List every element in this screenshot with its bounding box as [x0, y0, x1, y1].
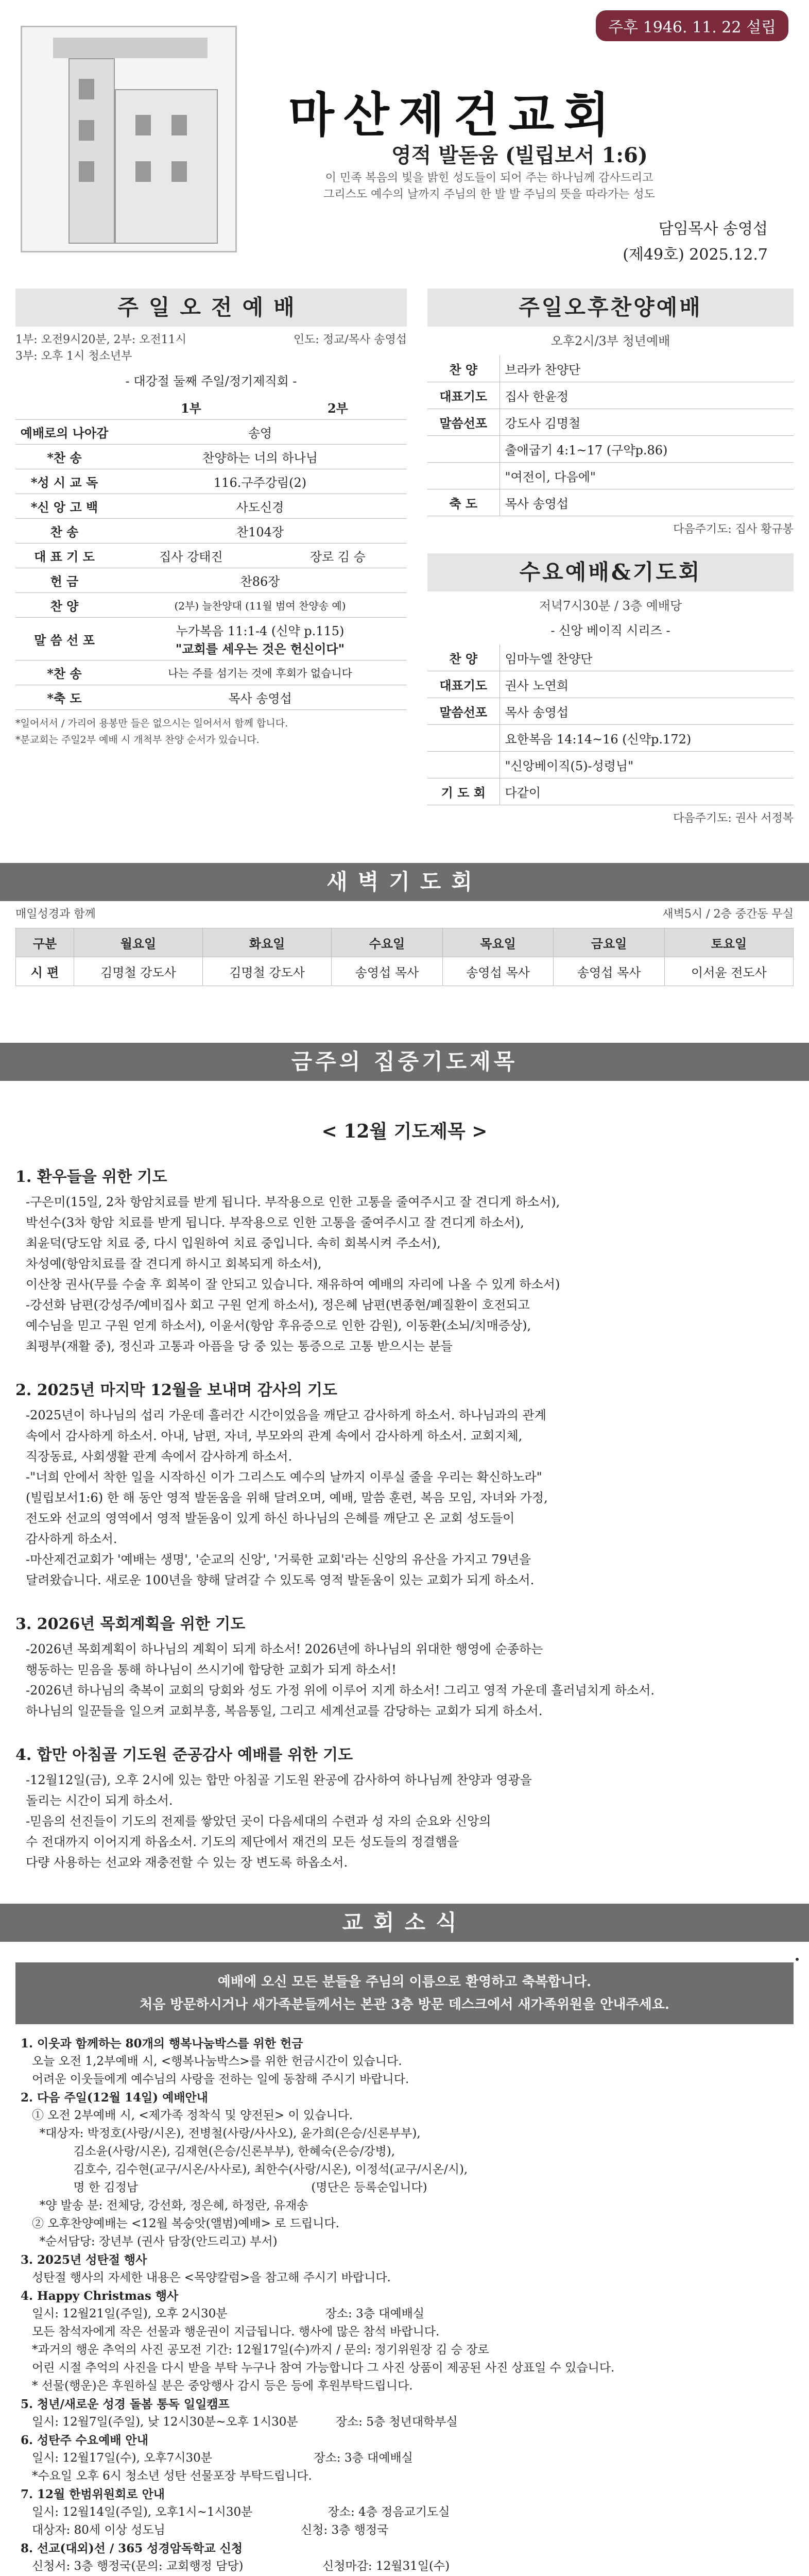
prayer-title: 금주의 집중기도제목 — [0, 1043, 809, 1081]
prayer-topic-line: 전도와 선교의 영역에서 영적 발돋움이 있게 하신 하나님의 은혜를 깨닫고 온 교회 성도들이 — [26, 1511, 515, 1526]
news-line: 2. 다음 주일(12월 14일) 예배안내 — [21, 2091, 208, 2105]
annual-theme: 영적 발돋움 (빌립보서 1:6) — [391, 143, 648, 167]
church-motto: 이 민족 복음의 빛을 밝힌 성도들이 되어 주는 하나님께 감사드리고 그리스도 예수의 날까지 주님의 한 발 발 주님의 뜻을 따라가는 성도 — [323, 172, 655, 201]
prayer-topic-line: -강선화 남편(강성주/예비집사 회고 구원 얻게 하소서), 정은혜 남편(변종현/폐질환이 호전되고 — [26, 1298, 530, 1312]
news-line: 김소윤(사랑/시온), 김재현(은승/신론부부), 한혜숙(은승/강병), — [21, 2145, 395, 2158]
news-line: 5. 청년/새로운 성경 돌봄 통독 일일캠프 — [21, 2397, 230, 2411]
prayer-section — [0, 1043, 809, 1873]
daybreak-schedule: 구분 월요일 화요일 수요일 목요일 금요일 토요일 시 편 김명철 강도사 김명철 강도사 송영섭 목사 송영섭 목사 송영섭 목사 이서윤 전도사 — [15, 928, 794, 986]
prayer-topic-line: -2026년 목회계획이 하나님의 계획이 되게 하소서! 2026년에 하나님의 위대한 행영에 순종하는 — [26, 1642, 543, 1656]
news-line: ① 오전 2부예배 시, <제가족 정착식 및 양전된> 이 있습니다. — [21, 2109, 353, 2122]
prayer-topic-line: -마산제건교회가 '예배는 생명', '순교의 신앙', '거룩한 교회'라는 신앙의 유산을 가지고 79년을 — [26, 1552, 531, 1567]
pastor-name: 담임목사 송영섭 — [658, 220, 768, 238]
issue-number: (제49호) 2025.12.7 — [623, 246, 768, 264]
news-line: *양 발송 분: 전체당, 강선화, 정은혜, 하정란, 유재송 — [21, 2199, 308, 2212]
news-line: 대상자: 80세 이상 성도님 신청: 3층 행정국 — [21, 2523, 389, 2537]
prayer-topic-line: 하나님의 일꾼들을 일으켜 교회부흥, 복음통일, 그리고 세계선교를 감당하는 교회가 되게 하소서. — [26, 1704, 543, 1718]
prayer-topic — [15, 1742, 794, 1873]
news-line: 모든 참석자에게 작은 선물과 행운권이 지급됩니다. 행사에 많은 참석 바랍니다. — [21, 2325, 440, 2338]
welcome-banner: 예배에 오신 모든 분들을 주님의 이름으로 환영하고 축복합니다. 처음 방문하시거나 새가족분들께서는 본관 3층 방문 데스크에서 새가족위원을 안내주세요. — [15, 1962, 794, 2024]
order-row: 찬 송 찬104장 — [15, 519, 407, 544]
prayer-topic-line: 직장동료, 사회생활 관계 속에서 감사하게 하소서. — [26, 1449, 292, 1464]
news-line: *수요일 오후 6시 청소년 성탄 선물포장 부탁드립니다. — [21, 2469, 312, 2483]
prayer-topic-line: 예수님을 믿고 구원 얻게 하소서), 이윤서(항암 후유증으로 인한 감원), 이동환(소뇌/치매증상), — [26, 1318, 531, 1333]
order-row: 대 표 기 도 집사 강태진 장로 김 승 — [15, 544, 407, 568]
church-building-image — [21, 26, 237, 252]
sunday-am-footnotes: *일어서서 / 가리어 용봉만 들은 없으시는 일어서서 함께 합니다. *분교회는 주일2부 예배 시 개척부 찬양 순서가 있습니다. — [15, 718, 288, 745]
prayer-topic-line: 행동하는 믿음을 통해 하나님이 쓰시기에 합당한 교회가 되게 하소서! — [26, 1663, 397, 1677]
news-line: 일시: 12월14일(주일), 오후1시~1시30분 장소: 4층 정음교기도실 — [21, 2505, 450, 2519]
founded-badge: 주후 1946. 11. 22 설립 — [596, 10, 788, 41]
prayer-topics — [0, 1081, 809, 1873]
prayer-topic-line: -12월12일(금), 오후 2시에 있는 합만 아침골 기도원 완공에 감사하여 하나님께 찬양과 영광을 — [26, 1773, 532, 1787]
prayer-topic-line: 감사하게 하소서. — [26, 1532, 117, 1546]
news-line: 3. 2025년 성탄절 행사 — [21, 2253, 147, 2267]
news-line: * 선물(행운)은 후원하실 분은 중앙행사 감시 등은 등에 후원부탁드립니다. — [21, 2379, 413, 2393]
prayer-topic-line: -2025년이 하나님의 섭리 가운데 흘러간 시간이었음을 깨닫고 감사하게 하소서. 하나님과의 관계 — [26, 1408, 546, 1422]
prayer-topic — [15, 1377, 794, 1590]
order-row: *찬 송 나는 주를 섬기는 것에 후회가 없습니다 — [15, 660, 407, 685]
news-line: *대상자: 박정호(사랑/시온), 전병철(사랑/사사오), 윤가희(은승/신론부부), — [21, 2127, 421, 2140]
order-row: 헌 금 찬86장 — [15, 568, 407, 593]
news-line: 성탄절 행사의 자세한 내용은 <목양칼럼>을 참고해 주시기 바랍니다. — [21, 2271, 391, 2284]
sunday-am-times: 1부: 오전9시20분, 2부: 오전11시 3부: 오후 1시 청소년부 인도: 정교/목사 송영섭 — [15, 333, 407, 363]
wednesday-title: 수요예배&기도회 — [427, 553, 794, 591]
order-row: *찬 송 찬양하는 너의 하나님 — [15, 445, 407, 469]
bulletin-header — [0, 0, 809, 289]
news-line: 어려운 이웃들에게 예수님의 사랑을 전하는 일에 동참해 주시기 바랍니다. — [21, 2073, 409, 2086]
prayer-topic-title: 1. 환우들을 위한 기도 — [15, 1168, 167, 1186]
prayer-topic-line: 다량 사용하는 선교와 재충전할 수 있는 장 변도록 하옵소서. — [26, 1855, 348, 1870]
news-line: 6. 성탄주 수요예배 안내 — [21, 2433, 148, 2447]
sunday-morning-worship — [15, 289, 407, 832]
news-line: 4. Happy Christmas 행사 — [21, 2289, 179, 2303]
prayer-topic-line: 속에서 감사하게 하소서. 아내, 남편, 자녀, 부모와의 관계 속에서 감사하게 하소서. 교회지체, — [26, 1429, 523, 1443]
news-line: 7. 12월 한범위원회로 안내 — [21, 2487, 165, 2501]
right-worship-column: 주일오후찬양예배 오후2시/3부 청년예배 찬 양 브라카 찬양단 대표기도 집사 한윤정 말씀선포 강도사 김명철 출애굽기 4:1~17 (구약p.86) "여전이, 다음에" 축 도 목사 송영섭 다음주기도: 집사 황규봉 수요예배&기도회 저녁7시30분 / 3층 예배당 - 신앙 베이직 시리즈 - 찬 양 임마누엘 찬양단 대표기도 권사 노연희 말씀선포 목사 송영섭 요한복음 14:14~16 (신약p.172) "신앙베이직(5)-성령님" 기 도 회 다같이 다음주기도: 권사 서정복 — [427, 289, 794, 832]
prayer-topic-title: 2. 2025년 마지막 12월을 보내며 감사의 기도 — [15, 1381, 337, 1399]
order-row: 찬 양 (2부) 늘찬양대 (11월 범여 찬양송 예) — [15, 593, 407, 618]
sunday-am-heading: - 대강절 둘째 주일/정기제직회 - — [125, 374, 297, 388]
worship-section — [0, 289, 809, 832]
prayer-topic-line: -믿음의 선진들이 기도의 전제를 쌓았던 곳이 다음세대의 수련과 성 자의 순요와 신앙의 — [26, 1814, 491, 1828]
pastor-info — [623, 216, 768, 268]
daybreak-title: 새벽기도회 — [0, 863, 809, 901]
prayer-topic-line: 달려왔습니다. 새로운 100년을 향해 달려갈 수 있도록 영적 발돋움이 있는 교회가 되게 하소서. — [26, 1573, 535, 1587]
news-line: ② 오후찬양예배는 <12월 복숭앗(앨범)예배> 로 드립니다. — [21, 2217, 339, 2230]
news-list — [0, 2024, 809, 2576]
sunday-am-order: 1부 2부 예배로의 나아감 송영 *찬 송 찬양하는 너의 하나님 *성 시 교 독 116.구주강림(2) *신 앙 고 백 사도신경 찬 송 찬104장 대 표 기 도 집사 강태진 장로 김 승 헌 금 찬86장 찬 양 (2부) 늘찬양대 (11월 범여 찬양송 예) 말 씀 선 포 누가복음 11:1-4 (신약 p.115) "교회를 세우는 것은 헌신이다" *찬 송 나는 주를 섬기는 것에 후회가 없습니다 *축 도 목사 송영섭 — [15, 395, 407, 710]
prayer-topic-line: -2026년 하나님의 축복이 교회의 당회와 성도 가정 위에 이루어 지게 하소서! 그리고 영적 가운데 흘러넘치게 하소서. — [26, 1683, 655, 1698]
news-section — [0, 1904, 809, 2576]
news-line: 8. 선교(대외)선 / 365 성경암독학교 신청 — [21, 2541, 243, 2555]
order-row: *축 도 목사 송영섭 — [15, 685, 407, 710]
news-title: 교회소식 — [0, 1904, 809, 1942]
order-row: *성 시 교 독 116.구주강림(2) — [15, 469, 407, 494]
news-line: *과거의 행운 추억의 사진 공모전 기간: 12월17일(수)까지 / 문의: 정기위원장 김 승 장로 — [21, 2343, 489, 2357]
news-line: 일시: 12월21일(주일), 오후 2시30분 장소: 3층 대예배실 — [21, 2307, 425, 2320]
news-line: 일시: 12월17일(수), 오후7시30분 장소: 3층 대예배실 — [21, 2451, 413, 2465]
prayer-topic-line: 박선수(3차 항암 치료를 받게 됩니다. 부작용으로 인한 고통을 줄여주시고 잘 견디게 하소서), — [26, 1215, 524, 1230]
prayer-topic-line: 이산창 권사(무릎 수술 후 회복이 잘 안되고 있습니다. 재유하여 예배의 자리에 나올 수 있게 하소서) — [26, 1277, 560, 1292]
prayer-topic — [15, 1611, 794, 1721]
news-line: *순서담당: 장년부 (권사 담장(안드리고) 부서) — [21, 2235, 278, 2248]
news-line: 일시: 12월7일(주일), 낮 12시30분~오후 1시30분 장소: 5층 청년대학부실 — [21, 2415, 458, 2429]
church-name: 마산제건교회 — [288, 87, 619, 143]
daybreak-section: 새벽기도회 매일성경과 함께 새벽5시 / 2층 중간동 무실 구분 월요일 화요일 수요일 목요일 금요일 토요일 시 편 김명철 강도사 김명철 강도사 송영섭 목사 송영섭 목사 송영섭 목사 이서윤 전도사 — [0, 863, 809, 986]
sunday-am-title: 주일오전예배 — [15, 289, 407, 327]
prayer-topic-line: 수 전대까지 이어지게 하옵소서. 기도의 제단에서 재건의 모든 성도들의 정결햄을 — [26, 1835, 459, 1849]
news-line: 어린 시절 추억의 사진을 다시 받을 부탁 누구나 참여 가능합니다 그 사진 상품이 제공된 사진 상표일 수 있습니다. — [21, 2361, 615, 2375]
order-row: 예배로의 나아감 송영 — [15, 420, 407, 445]
prayer-topic-title: 4. 합만 아침골 기도원 준공감사 예배를 위한 기도 — [15, 1746, 353, 1764]
prayer-topic-line: -"너희 안에서 착한 일을 시작하신 이가 그리스도 예수의 날까지 이루실 줄을 우리는 확신하노라" — [26, 1470, 542, 1484]
prayer-topic — [15, 1164, 794, 1357]
prayer-topic-title: 3. 2026년 목회계획을 위한 기도 — [15, 1615, 246, 1633]
news-line: 오늘 오전 1,2부예배 시, <행복나눔박스>를 위한 헌금시간이 있습니다. — [21, 2055, 402, 2068]
prayer-topic-line: -구은미(15일, 2차 항암치료를 받게 됩니다. 부작용으로 인한 고통을 줄여주시고 잘 견디게 하소서), — [26, 1195, 560, 1209]
prayer-topic-line: 차성예(항암치료를 잘 견디게 하시고 회복되게 하소서), — [26, 1257, 322, 1271]
order-row: *신 앙 고 백 사도신경 — [15, 494, 407, 519]
news-line: 1. 이웃과 함께하는 80개의 행복나눔박스를 위한 헌금 — [21, 2037, 303, 2050]
prayer-topic-line: 돌리는 시간이 되게 하소서. — [26, 1793, 173, 1808]
prayer-topic-line: 최윤덕(당도암 치료 중, 다시 입원하여 치료 중입니다. 속히 회복시켜 주소서), — [26, 1236, 441, 1250]
news-line: 명 한 김정남 (명단은 등록순입니다) — [21, 2181, 427, 2194]
news-line: 김호수, 김수현(교구/시온/사사로), 최한수(사랑/시온), 이정석(교구/시온/시), — [21, 2163, 468, 2176]
stray-dot — [796, 1958, 799, 1961]
sunday-pm-title: 주일오후찬양예배 — [427, 289, 794, 327]
prayer-topic-line: 최평부(재활 중), 정신과 고통과 아픔을 당 중 있는 통증으로 고통 받으시는 분들 — [26, 1339, 453, 1353]
wednesday-order: 찬 양 임마누엘 찬양단 대표기도 권사 노연희 말씀선포 목사 송영섭 요한복음 14:14~16 (신약p.172) "신앙베이직(5)-성령님" 기 도 회 다같이 — [427, 645, 794, 805]
prayer-subtitle: < 12월 기도제목 > — [321, 1121, 488, 1142]
sermon-row: 말 씀 선 포 누가복음 11:1-4 (신약 p.115) "교회를 세우는 것은 헌신이다" — [15, 618, 407, 660]
prayer-topic-line: (빌립보서1:6) 한 해 동안 영적 발돋움을 위해 달려오며, 예배, 말씀 훈련, 복음 모임, 자녀와 가정, — [26, 1490, 548, 1505]
news-line: 신청서: 3층 행정국(문의: 교회행정 담당) 신청마감: 12월31일(수) — [21, 2560, 450, 2573]
sunday-pm-order: 찬 양 브라카 찬양단 대표기도 집사 한윤정 말씀선포 강도사 김명철 출애굽기 4:1~17 (구약p.86) "여전이, 다음에" 축 도 목사 송영섭 — [427, 355, 794, 516]
